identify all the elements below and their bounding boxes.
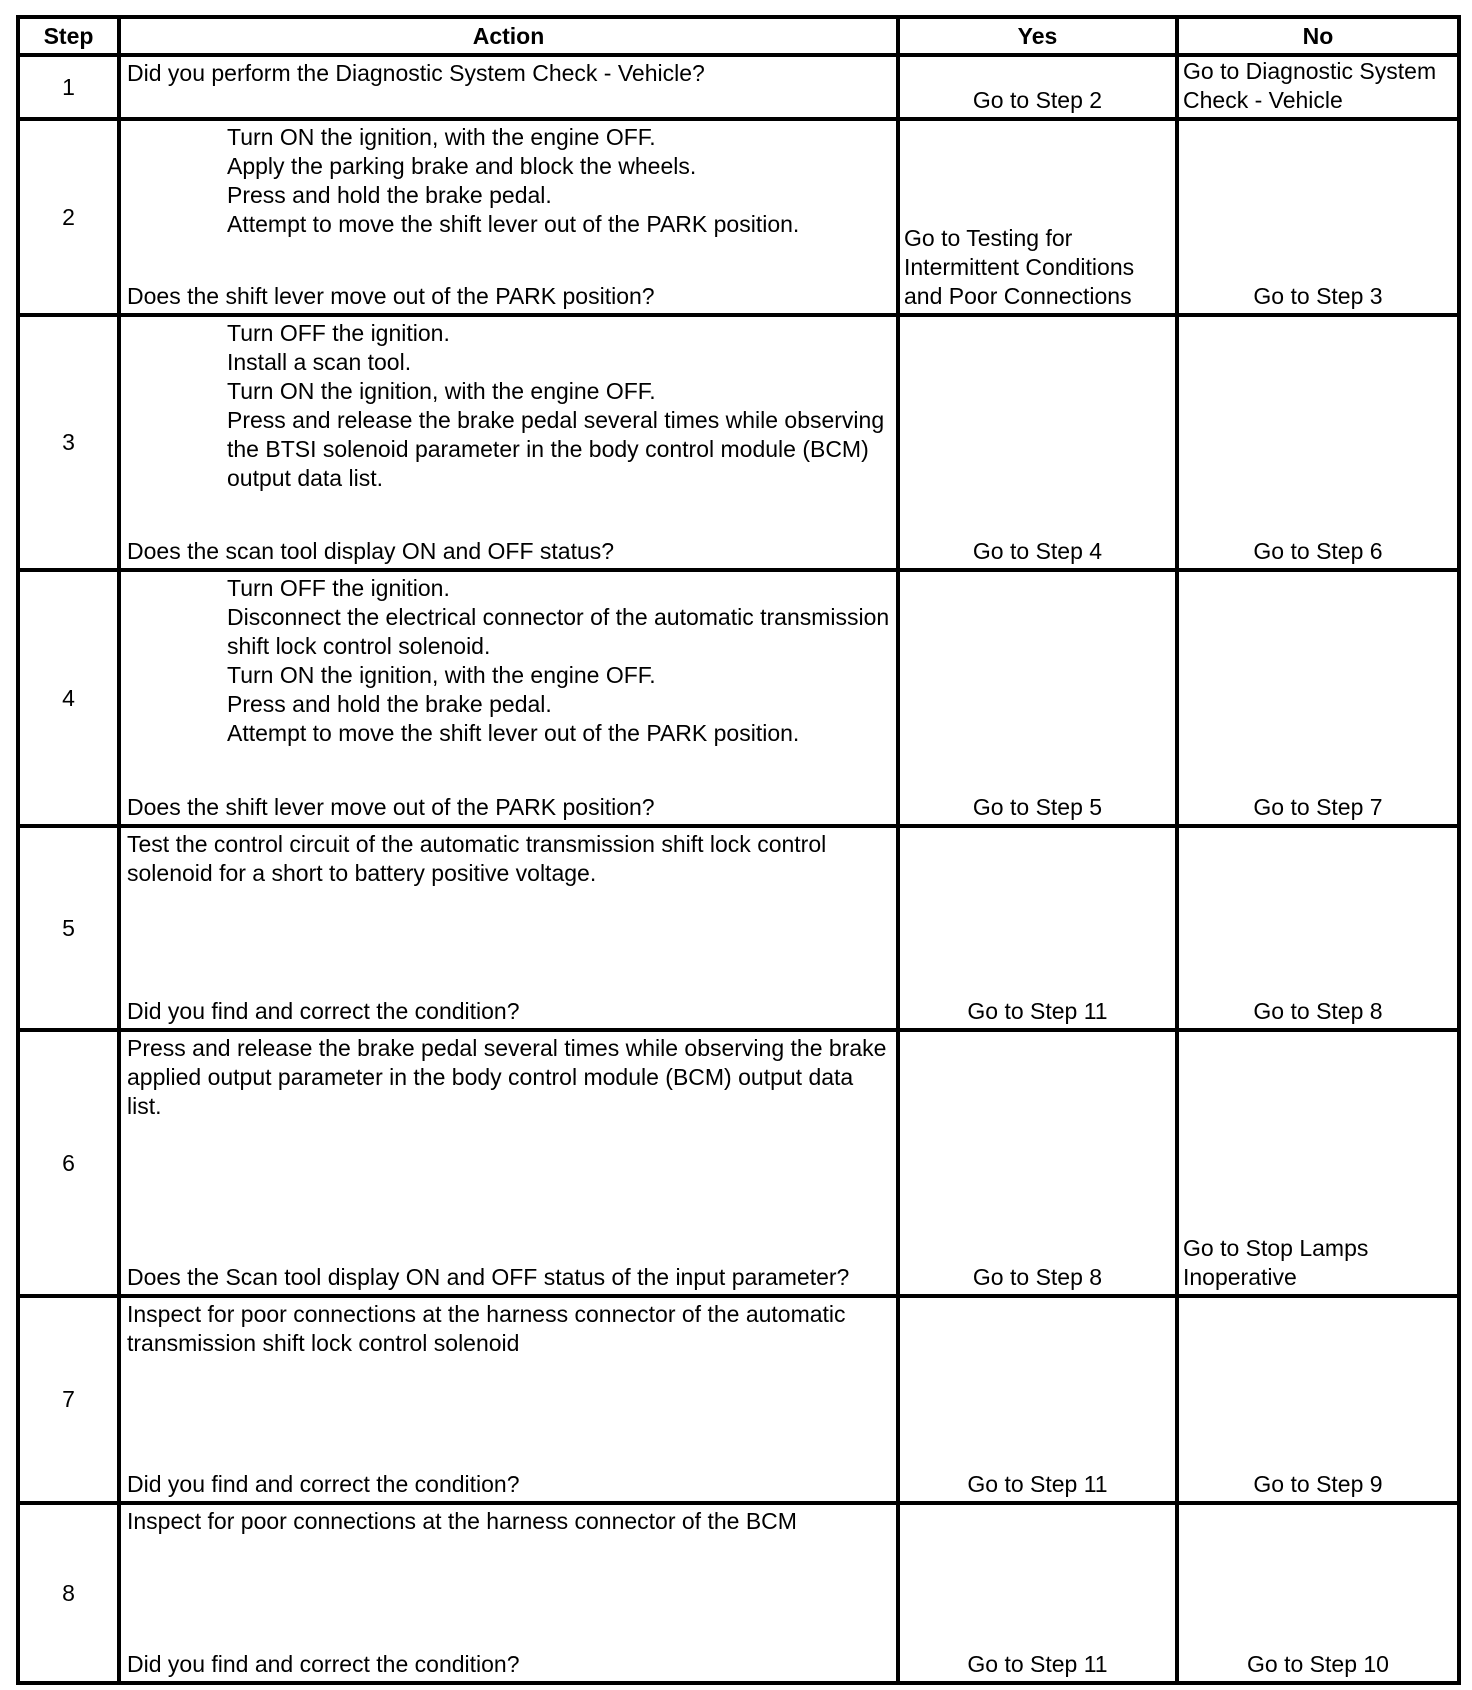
action-instruction: Turn ON the ignition, with the engine OFF. [227,124,656,150]
table-row [18,55,1459,119]
action-text: Test the control circuit of the automatic transmission shift lock control solenoid for a short to battery positive voltage. [127,831,827,886]
step-number: 1 [18,55,119,119]
action-text: Inspect for poor connections at the harness connector of the automatic transmission shift lock control solenoid [127,1301,846,1356]
action-instruction: Attempt to move the shift lever out of the PARK position. [227,211,800,237]
step-number: 2 [18,119,119,315]
action-instruction: Press and hold the brake pedal. [227,182,552,208]
step-number: 7 [18,1296,119,1503]
action-text: Press and release the brake pedal several times while observing the brake applied output parameter in the body control module (BCM) output data list. [127,1035,887,1119]
yes-result: Go to Step 8 [898,1030,1177,1296]
action-question: Does the shift lever move out of the PARK position? [127,283,655,309]
action-cell [119,119,898,315]
no-result: Go to Step 10 [1177,1503,1459,1683]
table-row [18,315,1459,570]
yes-result: Go to Step 11 [898,1296,1177,1503]
step-number: 3 [18,315,119,570]
step-number: 8 [18,1503,119,1683]
table-row [18,1030,1459,1296]
table-row [18,570,1459,826]
action-question: Does the Scan tool display ON and OFF status of the input parameter? [127,1264,850,1290]
action-cell [119,570,898,826]
action-instruction: Press and release the brake pedal several times while observing the BTSI solenoid parameter in the body control module (BCM) output data list. [227,407,885,491]
no-result: Go to Step 9 [1177,1296,1459,1503]
yes-result: Go to Step 11 [898,1503,1177,1683]
action-question: Did you find and correct the condition? [127,998,520,1024]
step-number: 5 [18,826,119,1030]
table-row [18,826,1459,1030]
action-cell [119,1503,898,1683]
yes-result: Go to Step 11 [898,826,1177,1030]
action-instruction: Press and hold the brake pedal. [227,691,552,717]
step-number: 6 [18,1030,119,1296]
yes-result: Go to Step 4 [898,315,1177,570]
action-question: Did you find and correct the condition? [127,1471,520,1497]
table-row [18,1296,1459,1503]
header-action: Action [119,17,898,55]
action-question: Does the scan tool display ON and OFF status? [127,538,615,564]
no-result: Go to Step 6 [1177,315,1459,570]
yes-result: Go to Step 2 [898,55,1177,119]
action-instruction: Turn ON the ignition, with the engine OFF. [227,662,656,688]
action-question: Does the shift lever move out of the PARK position? [127,794,655,820]
header-step: Step [18,17,119,55]
action-instruction: Turn ON the ignition, with the engine OFF. [227,378,656,404]
table-row [18,119,1459,315]
no-result: Go to Stop Lamps Inoperative [1177,1030,1459,1296]
action-instruction: Disconnect the electrical connector of the automatic transmission shift lock control solenoid. [227,604,890,659]
header-row [18,17,1459,55]
diagnostic-table [16,15,1461,1685]
action-cell [119,826,898,1030]
action-instruction: Attempt to move the shift lever out of the PARK position. [227,720,800,746]
action-question: Did you perform the Diagnostic System Check - Vehicle? [127,60,705,86]
action-instruction: Install a scan tool. [227,349,412,375]
yes-result: Go to Testing for Intermittent Conditions and Poor Connections [898,119,1177,315]
no-result: Go to Step 8 [1177,826,1459,1030]
action-text: Inspect for poor connections at the harness connector of the BCM [127,1508,797,1534]
action-instruction: Turn OFF the ignition. [227,320,450,346]
action-cell [119,1296,898,1503]
action-instruction: Turn OFF the ignition. [227,575,450,601]
action-cell [119,55,898,119]
action-instruction: Apply the parking brake and block the wheels. [227,153,697,179]
table-row [18,1503,1459,1683]
step-number: 4 [18,570,119,826]
header-no: No [1177,17,1459,55]
header-yes: Yes [898,17,1177,55]
yes-result: Go to Step 5 [898,570,1177,826]
no-result: Go to Diagnostic System Check - Vehicle [1177,55,1459,119]
no-result: Go to Step 7 [1177,570,1459,826]
action-question: Did you find and correct the condition? [127,1651,520,1677]
action-cell [119,1030,898,1296]
no-result: Go to Step 3 [1177,119,1459,315]
action-cell [119,315,898,570]
